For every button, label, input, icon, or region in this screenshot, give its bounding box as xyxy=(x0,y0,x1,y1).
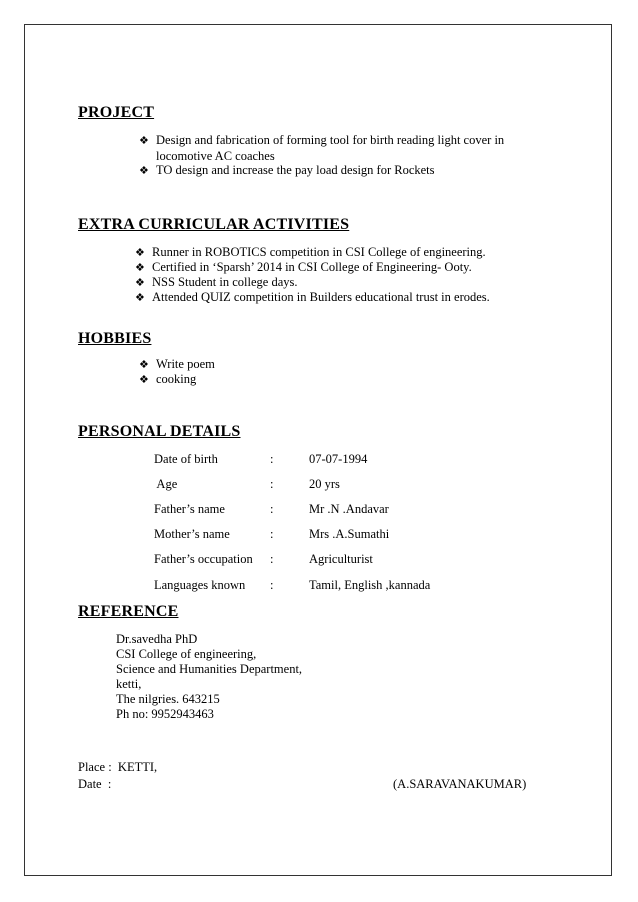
detail-value: Mrs .A.Sumathi xyxy=(309,527,390,541)
hobby-text: cooking xyxy=(156,372,197,386)
detail-separator: : xyxy=(270,552,274,566)
detail-row-mother-name xyxy=(0,527,638,542)
reference-line: Science and Humanities Department, xyxy=(116,662,303,676)
activity-text: NSS Student in college days. xyxy=(152,275,298,289)
detail-row-father-occupation xyxy=(0,552,638,567)
date-line: Date : xyxy=(78,777,112,791)
hobby-item xyxy=(139,372,196,388)
bullet-icon: ❖ xyxy=(135,262,145,274)
detail-value: Tamil, English ,kannada xyxy=(309,578,431,592)
detail-separator: : xyxy=(270,527,274,541)
activity-item xyxy=(135,245,486,261)
bullet-icon: ❖ xyxy=(139,359,149,371)
place-line: Place : KETTI, xyxy=(78,760,158,774)
project-heading: PROJECT xyxy=(78,104,155,121)
bullet-icon: ❖ xyxy=(139,165,149,177)
project-item xyxy=(139,163,435,179)
reference-line: The nilgries. 643215 xyxy=(116,692,220,706)
detail-value: Agriculturist xyxy=(309,552,373,566)
bullet-icon: ❖ xyxy=(135,277,145,289)
detail-row-dob xyxy=(0,452,638,467)
reference-line: ketti, xyxy=(116,677,142,691)
detail-separator: : xyxy=(270,452,274,466)
detail-row-age xyxy=(0,477,638,492)
activity-item xyxy=(135,260,472,276)
detail-label: Mother’s name xyxy=(154,527,230,541)
bullet-icon: ❖ xyxy=(139,135,149,147)
detail-row-languages xyxy=(0,578,638,593)
detail-separator: : xyxy=(270,502,274,516)
bullet-icon: ❖ xyxy=(135,292,145,304)
activity-item xyxy=(135,275,297,291)
detail-value: 07-07-1994 xyxy=(309,452,368,466)
project-item-text: TO design and increase the pay load design for Rockets xyxy=(156,163,435,177)
detail-row-father-name xyxy=(0,502,638,517)
bullet-icon: ❖ xyxy=(139,374,149,386)
project-item xyxy=(139,133,504,164)
activity-text: Runner in ROBOTICS competition in CSI College of engineering. xyxy=(152,245,486,259)
detail-separator: : xyxy=(270,477,274,491)
personal-details-heading: PERSONAL DETAILS xyxy=(78,423,241,440)
reference-line: Dr.savedha PhD xyxy=(116,632,198,646)
hobby-item xyxy=(139,357,215,373)
detail-label: Date of birth xyxy=(154,452,218,466)
signature-name: (A.SARAVANAKUMAR) xyxy=(393,777,527,791)
detail-label: Languages known xyxy=(154,578,246,592)
activity-item xyxy=(135,290,490,306)
extra-curricular-heading: EXTRA CURRICULAR ACTIVITIES xyxy=(78,216,350,233)
detail-value: 20 yrs xyxy=(309,477,340,491)
reference-line: CSI College of engineering, xyxy=(116,647,257,661)
activity-text: Attended QUIZ competition in Builders educational trust in erodes. xyxy=(152,290,490,304)
detail-value: Mr .N .Andavar xyxy=(309,502,389,516)
detail-label: Age xyxy=(154,477,178,491)
reference-heading: REFERENCE xyxy=(78,603,179,620)
detail-label: Father’s name xyxy=(154,502,225,516)
detail-separator: : xyxy=(270,578,274,592)
hobby-text: Write poem xyxy=(156,357,215,371)
project-item-text: Design and fabrication of forming tool for birth reading light cover in xyxy=(156,133,505,147)
project-item-text: locomotive AC coaches xyxy=(156,149,275,163)
detail-label: Father’s occupation xyxy=(154,552,253,566)
hobbies-heading: HOBBIES xyxy=(78,330,152,347)
reference-line: Ph no: 9952943463 xyxy=(116,707,214,721)
bullet-icon: ❖ xyxy=(135,247,145,259)
activity-text: Certified in ‘Sparsh’ 2014 in CSI College of Engineering- Ooty. xyxy=(152,260,472,274)
